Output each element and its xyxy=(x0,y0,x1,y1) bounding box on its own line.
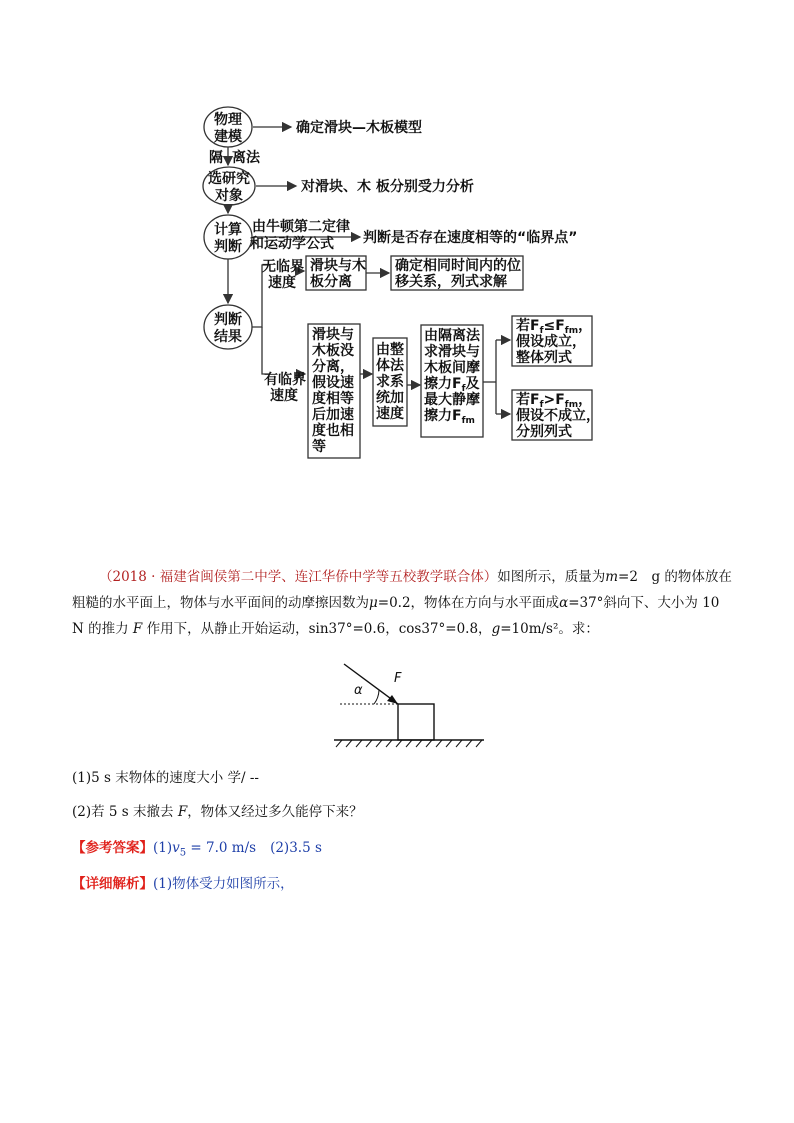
ground-hatch xyxy=(336,740,482,747)
question-2-text-a: (2)若 5 s 末撤去 xyxy=(72,804,178,820)
outcome-gt-line3: 分别列式 xyxy=(516,424,572,440)
question-2-text-b: ，物体又经过多久能停下来？ xyxy=(187,804,363,820)
branch-yes-label-2: 速度 xyxy=(270,388,298,404)
problem-source: （2018 · 福建省闽侯第二中学、连江华侨中学等五校教学联合体） xyxy=(99,569,498,585)
branch-no-box1-line2: 板分离 xyxy=(310,274,352,290)
detailed-analysis xyxy=(72,872,294,892)
yes-box1-line2: 木板没 xyxy=(312,343,354,359)
node-calc-result: 判断是否存在速度相等的“临界点” xyxy=(363,230,578,246)
problem-text-5: 作用下，从静止开始运动，sin37°=0.6，cos37°=0.8， xyxy=(142,621,492,637)
branch-no-label-2: 速度 xyxy=(268,275,296,291)
problem-text-2: =2 g 的物体放在粗糙的水平面上，物体与水平面间的动摩擦因数为 xyxy=(72,569,732,611)
yes-box1-line5: 度相等 xyxy=(312,391,354,407)
yes-box3-line2: 求滑块与 xyxy=(424,344,480,360)
yes-box3-line1: 由隔离法 xyxy=(424,328,480,344)
problem-text-6: =10m/s²。求： xyxy=(500,621,599,637)
isolation-label-2: 离法 xyxy=(232,150,260,166)
problem-text-3: =0.2，物体在方向与水平面成 xyxy=(377,595,560,611)
var-g: g xyxy=(491,621,501,637)
outcome-le-line3: 整体列式 xyxy=(516,350,572,366)
node-calc-label-2: 和运动学公式 xyxy=(250,236,334,252)
node-physics-result: 确定滑块—木板模型 xyxy=(296,120,422,136)
branch-no-box2-line1: 确定相同时间内的位 xyxy=(395,258,521,274)
outcome-le-line1: 若$F_f\le F_{fm}$， xyxy=(516,318,593,336)
flowchart-diagram xyxy=(0,0,794,470)
block xyxy=(398,704,434,740)
yes-box2-line1: 由整 xyxy=(376,342,404,358)
answer-v-value: = 7.0 m/s xyxy=(186,840,257,856)
var-m: m xyxy=(605,569,619,585)
problem-statement xyxy=(72,564,732,642)
answer-v-symbol: v xyxy=(172,840,180,856)
yes-box2-line2: 体法 xyxy=(376,358,404,374)
node-calc-line1: 计算 xyxy=(214,222,242,238)
node-calc-label-1: 由牛顿第二定律 xyxy=(252,219,350,235)
analysis-tag: 【详细解析】 xyxy=(72,876,153,892)
angle-arc xyxy=(374,690,379,704)
yes-box3-line6: 擦力$F_{fm}$ xyxy=(424,408,475,426)
branch-no-label-1: 无临界 xyxy=(262,259,304,275)
node-select-result: 对滑块、木 板分别受力分析 xyxy=(301,179,474,195)
yes-box1-line1: 滑块与 xyxy=(312,327,354,343)
node-physics-line2: 建模 xyxy=(214,129,242,145)
alpha-label: α xyxy=(354,683,363,698)
var-F: F xyxy=(132,621,143,637)
node-select-line1: 选研究 xyxy=(208,171,250,187)
problem-text-1: 如图所示，质量为 xyxy=(497,569,606,585)
outcome-gt-line1: 若$F_f>F_{fm}$， xyxy=(516,392,593,410)
yes-box3-line3: 木板间摩 xyxy=(424,360,480,376)
branch-yes-label-1: 有临界 xyxy=(264,372,306,388)
yes-box1-line8: 等 xyxy=(312,439,326,455)
reference-answer xyxy=(72,836,322,859)
force-figure xyxy=(330,660,490,750)
question-2 xyxy=(72,800,363,820)
answer-tag: 【参考答案】 xyxy=(72,840,153,856)
branch-no-box1-line1: 滑块与木 xyxy=(310,258,366,274)
question-2-var-F: F xyxy=(177,804,188,820)
yes-box2-line4: 统加 xyxy=(376,390,404,406)
node-calc-line2: 判断 xyxy=(214,239,242,255)
force-label: F xyxy=(394,671,402,686)
problem-text-4: =37°斜向下、大小为 10 N 的推力 xyxy=(72,595,720,637)
yes-box3-line4: 擦力$F_f$及 xyxy=(424,376,480,394)
question-1: (1)5 s 末物体的速度大小 学/ -- xyxy=(72,770,259,786)
node-select-line2: 对象 xyxy=(215,188,243,204)
node-result-line2: 结果 xyxy=(214,329,242,345)
outcome-le-line2: 假设成立， xyxy=(516,334,586,350)
answer-v-subscript: 5 xyxy=(179,847,187,859)
isolation-label-1: 隔 xyxy=(209,150,223,166)
yes-box3-line5: 最大静摩 xyxy=(424,392,480,408)
yes-box1-line6: 后加速 xyxy=(312,407,354,423)
node-result-line1: 判断 xyxy=(214,312,242,328)
yes-box2-line5: 速度 xyxy=(376,406,404,422)
node-physics-line1: 物理 xyxy=(214,112,242,128)
branch-no-box2-line2: 移关系，列式求解 xyxy=(395,274,507,290)
yes-box2-line3: 求系 xyxy=(376,374,404,390)
yes-box1-line3: 分离， xyxy=(312,359,354,375)
yes-box1-line4: 假设速 xyxy=(312,375,354,391)
var-alpha: α xyxy=(559,595,569,611)
answer-part2: (2)3.5 s xyxy=(270,840,322,856)
yes-box1-line7: 度也相 xyxy=(312,423,354,439)
analysis-text: (1)物体受力如图所示， xyxy=(153,876,294,892)
var-mu: μ xyxy=(369,595,378,611)
answer-part1-prefix: (1) xyxy=(153,840,173,856)
outcome-gt-line2: 假设不成立， xyxy=(516,408,600,424)
